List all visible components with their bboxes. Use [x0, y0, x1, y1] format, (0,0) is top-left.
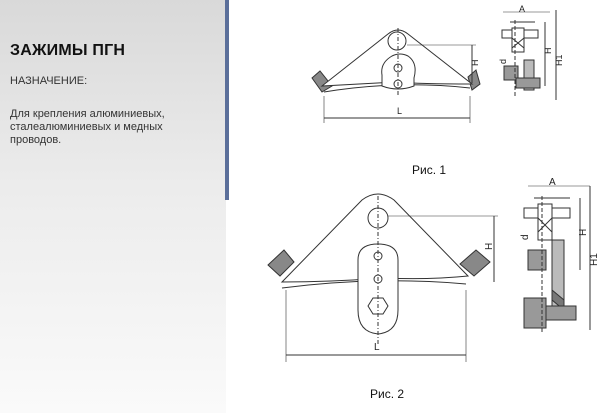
fig2-label-H: H: [578, 228, 589, 236]
fig1-label-d: d: [498, 58, 508, 64]
fig2-label-d: d: [520, 234, 531, 240]
page-title: ЗАЖИМЫ ПГН: [10, 42, 126, 59]
fig1-front-view: [312, 28, 480, 123]
purpose-heading: НАЗНАЧЕНИЕ:: [10, 75, 88, 87]
fig2-label-H: H: [484, 242, 495, 250]
fig2-front-view: [268, 194, 498, 362]
fig1-label-L: L: [397, 106, 403, 116]
fig2-label-H1: H1: [589, 253, 600, 266]
fig1-label-H1: H1: [554, 54, 564, 66]
fig2-label-A: A: [549, 177, 556, 188]
fig2-side-view: [524, 186, 590, 334]
fig1-caption: Рис. 1: [412, 163, 447, 177]
fig1-label-H: H: [543, 47, 553, 54]
fig2-caption: Рис. 2: [370, 387, 405, 401]
fig1-side-view: [502, 10, 556, 100]
fig2-label-L: L: [374, 342, 380, 353]
fig1-label-A: A: [519, 4, 526, 14]
fig1-label-H: H: [470, 59, 480, 66]
purpose-description: Для крепления алюминиевых, сталеалюминиевых и медных проводов.: [10, 108, 165, 146]
